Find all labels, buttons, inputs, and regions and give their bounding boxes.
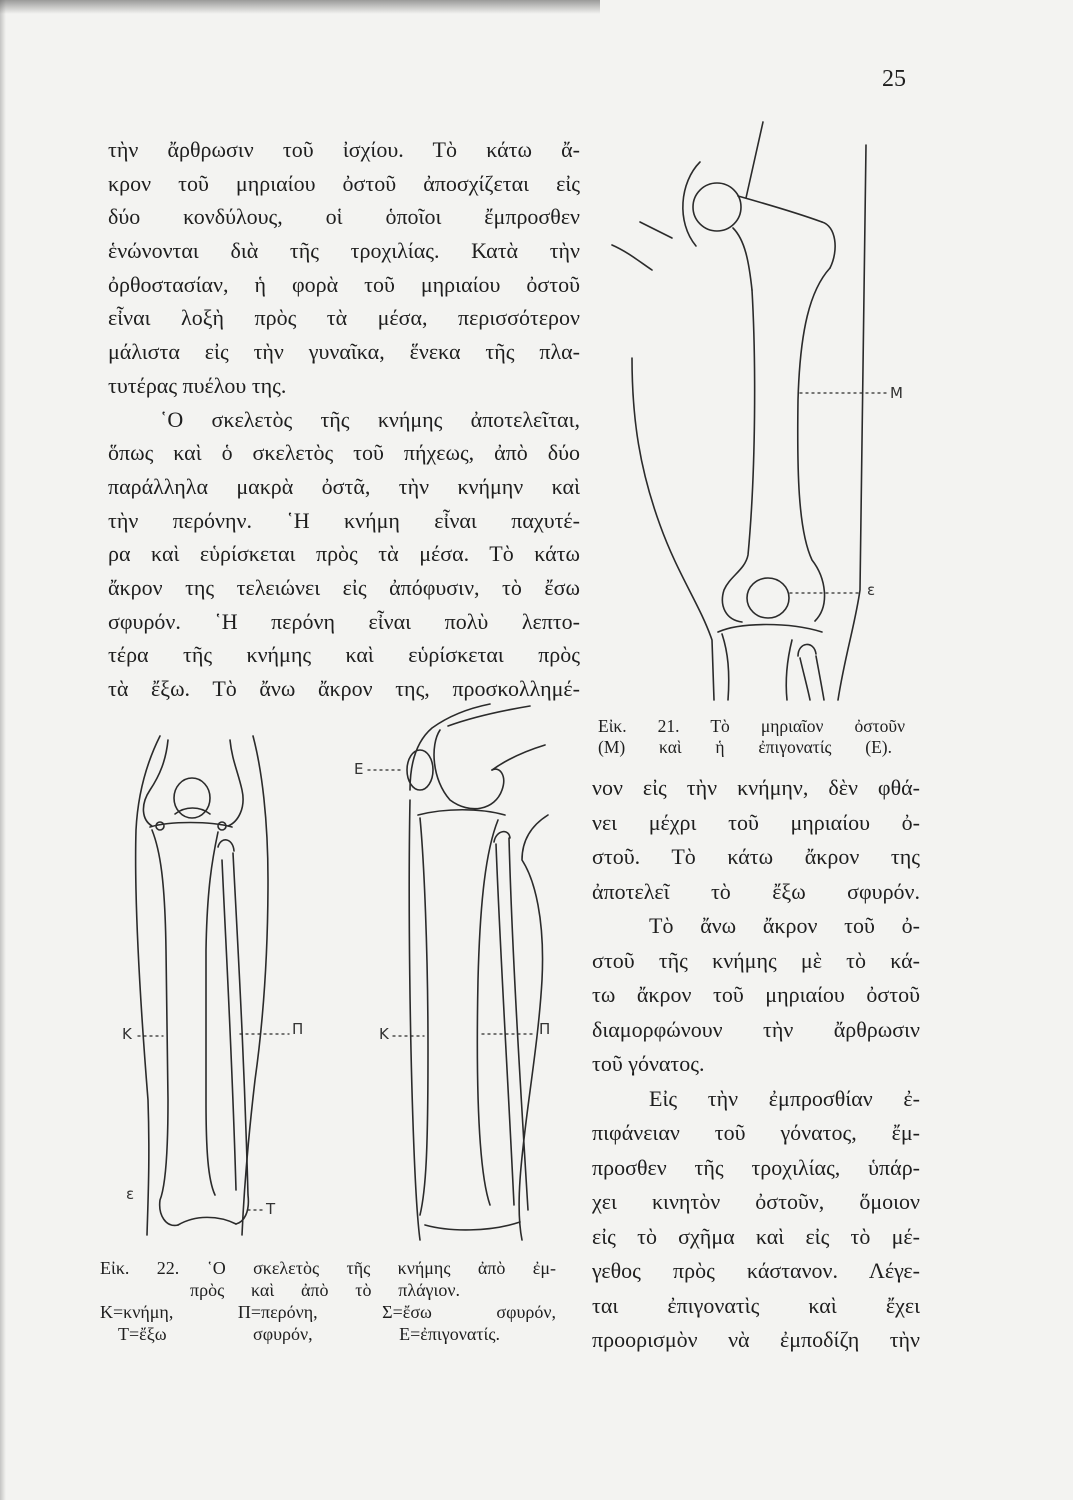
figure-22-label-patella: Ε — [354, 760, 364, 778]
tibia-plateau — [418, 810, 505, 815]
figure-22-label-tibia-front: Κ — [122, 1025, 132, 1043]
acetabulum-arc — [683, 162, 700, 246]
figure-22-label-fibula-front: Π — [292, 1020, 304, 1038]
femoral-head — [693, 183, 741, 231]
text-line: στοῦ. Τὸ κάτω ἄκρον της — [592, 844, 920, 869]
figure-21-label-femur: Μ — [890, 384, 903, 402]
text-line: ἄκρον της τελειώνει εἰς ἀπόφυσιν, τὸ ἔσω — [108, 574, 580, 600]
tibia-shaft-right — [786, 640, 792, 700]
text-line: τὴν ἄρθρωσιν τοῦ ἰσχίου. Τὸ κάτω ἄ- — [108, 137, 580, 162]
heel — [425, 1222, 520, 1230]
text-line: τὴν περόνην. ῾Η κνήμη εἶναι παχυτέ- — [108, 507, 580, 533]
figure-22-label-lateral-malleolus: Τ — [266, 1200, 276, 1218]
fibula-medial-edge — [222, 860, 236, 1190]
femoral-condyle — [434, 730, 504, 809]
text-line: τέρα τῆς κνήμης καὶ εὑρίσκεται πρὸς — [108, 642, 580, 668]
tibia-plateau — [718, 625, 822, 633]
fibula-shaft-right — [816, 656, 824, 700]
pelvis-lower-line — [612, 245, 652, 270]
calf-outline-front — [409, 800, 420, 1240]
pelvis-edge-line — [746, 122, 763, 198]
tibia-lateral-edge — [206, 832, 218, 1195]
text-line: κρον τοῦ μηριαίου ὀστοῦ ἀποσχίζεται εἰς — [108, 170, 580, 196]
text-line: ὅπως καὶ ὁ σκελετὸς τοῦ πήχεως, ἀπὸ δύο — [108, 440, 580, 466]
page-number: 25 — [882, 66, 906, 92]
figure-21-caption — [598, 716, 905, 758]
femur-shaft-lateral-edge — [798, 268, 830, 621]
text-line: γεθος πρὸς κάστανον. Λέγε- — [592, 1258, 920, 1283]
figure-22-label-tibia-side: Κ — [379, 1025, 389, 1043]
figure-22-label-medial-malleolus: ε — [126, 1185, 135, 1203]
tibia-shaft-left — [722, 634, 729, 700]
caption-line: πρὸς καὶ ἀπὸ τὸ πλάγιον. — [190, 1280, 460, 1300]
caption-line: (Μ) καὶ ἡ ἐπιγονατίς (Ε). — [598, 737, 892, 757]
fibula-head — [798, 644, 816, 656]
text-line: εἶναι λοξὴ πρὸς τὰ μέσα, περισσότερον — [108, 305, 580, 331]
text-line: διαμορφώνουν τὴν ἄρθρωσιν — [592, 1016, 920, 1042]
tibia-medial-edge — [152, 830, 178, 1225]
caption-legend-line: Τ=ἔξω σφυρόν, Ε=ἐπιγονατίς. — [118, 1324, 500, 1344]
femur-shaft-lower-edge — [492, 745, 545, 770]
text-line: εἰς τὸ σχῆμα καὶ εἰς τὸ μέ- — [592, 1223, 920, 1249]
femur-shaft-upper-edge — [448, 706, 530, 726]
figure-22-front-view-drawing — [136, 736, 289, 1235]
caption-legend-line: Κ=κνήμη, Π=περόνη, Σ=ἔσω σφυρόν, — [100, 1302, 556, 1322]
text-line: τυτέρας πυέλου της. — [108, 372, 287, 398]
text-line: δύο κονδύλους, οἱ ὁποῖοι ἔμπροσθεν — [108, 204, 580, 230]
tibia-posterior-edge — [477, 820, 498, 1205]
patella — [747, 578, 789, 618]
fibula-head — [218, 840, 234, 851]
text-line: παράλληλα μακρὰ ὀστᾶ, τὴν κνήμην καὶ — [108, 473, 580, 499]
caption-line: Εἰκ. 21. Τὸ μηριαῖον ὀστοῦν — [598, 716, 905, 736]
thigh-outline-lateral — [632, 358, 714, 700]
text-line: ρα καὶ εὑρίσκεται πρὸς τὰ μέσα. Τὸ κάτω — [108, 541, 580, 567]
paragraph-start-line: Εἰς τὴν ἐμπροσθίαν ἐ- — [649, 1085, 920, 1111]
text-line: προορισμὸν νὰ ἐμποδίζη τὴν — [592, 1327, 920, 1352]
figure-22-side-view-drawing — [368, 704, 551, 1240]
pelvis-mid-line — [640, 222, 672, 238]
leg-outline-right — [242, 736, 268, 1235]
femur-lower-left-edge — [143, 740, 168, 826]
paragraph-start-line: Τὸ ἄνω ἄκρον τοῦ ὀ- — [649, 913, 920, 938]
text-line: ται ἐπιγονατὶς καὶ ἔχει — [592, 1292, 920, 1318]
text-line: στοῦ τῆς κνήμης μὲ τὸ κά- — [592, 947, 920, 973]
text-line: τω ἄκρον τοῦ μηριαίου ὀστοῦ — [592, 982, 920, 1007]
fibula-shaft-left — [800, 658, 810, 700]
paragraph-start-line: ῾Ο σκελετὸς τῆς κνήμης ἀποτελεῖται, — [160, 406, 580, 432]
text-line: πιφάνειαν τοῦ γόνατος, ἔμ- — [592, 1120, 920, 1145]
leg-outline-left — [136, 736, 160, 1235]
greater-trochanter — [822, 222, 835, 268]
text-line: ἑνώνονται διὰ τῆς τροχιλίας. Κατὰ τὴν — [108, 238, 580, 264]
tibia-anterior-edge — [420, 818, 428, 1215]
talus — [178, 1217, 236, 1225]
text-line: τὰ ἔξω. Τὸ ἄνω ἄκρον της, προσκολλημέ- — [108, 676, 580, 701]
text-line: μάλιστα εἰς τὴν γυναῖκα, ἕνεκα τῆς πλα- — [108, 339, 580, 365]
text-line: ὀρθοστασίαν, ἡ φορὰ τοῦ μηριαίου ὀστοῦ — [108, 271, 580, 297]
femur-neck-upper — [738, 196, 822, 222]
text-line: νον εἰς τὴν κνήμην, δὲν φθά- — [592, 775, 920, 800]
thigh-outline-medial — [838, 145, 866, 700]
text-line: τοῦ γόνατος. — [592, 1051, 705, 1076]
figure-21-label-patella: ε — [867, 581, 876, 599]
figure-22-label-fibula-side: Π — [539, 1020, 551, 1038]
caption-line: Εἰκ. 22. ῾Ο σκελετὸς τῆς κνήμης ἀπὸ ἐμ- — [100, 1258, 556, 1278]
figure-22-caption — [100, 1257, 556, 1345]
text-line: προσθεν τῆς τροχιλίας, ὑπάρ- — [592, 1154, 920, 1180]
figure-21-femur-drawing — [612, 122, 886, 700]
text-line: σφυρόν. ῾Η περόνη εἶναι πολὺ λεπτο- — [108, 608, 580, 634]
fibula-head — [494, 832, 510, 842]
text-line: νει μέχρι τοῦ μηριαίου ὀ- — [592, 809, 920, 835]
femur-neck-lower — [733, 228, 752, 290]
text-line: ἀποτελεῖ τὸ ἔξω σφυρόν. — [592, 878, 920, 904]
femur-shaft-medial-edge — [722, 290, 754, 622]
femur-lower-right-edge — [228, 740, 243, 826]
text-line: χει κινητὸν ὀστοῦν, ὅμοιον — [592, 1189, 920, 1214]
